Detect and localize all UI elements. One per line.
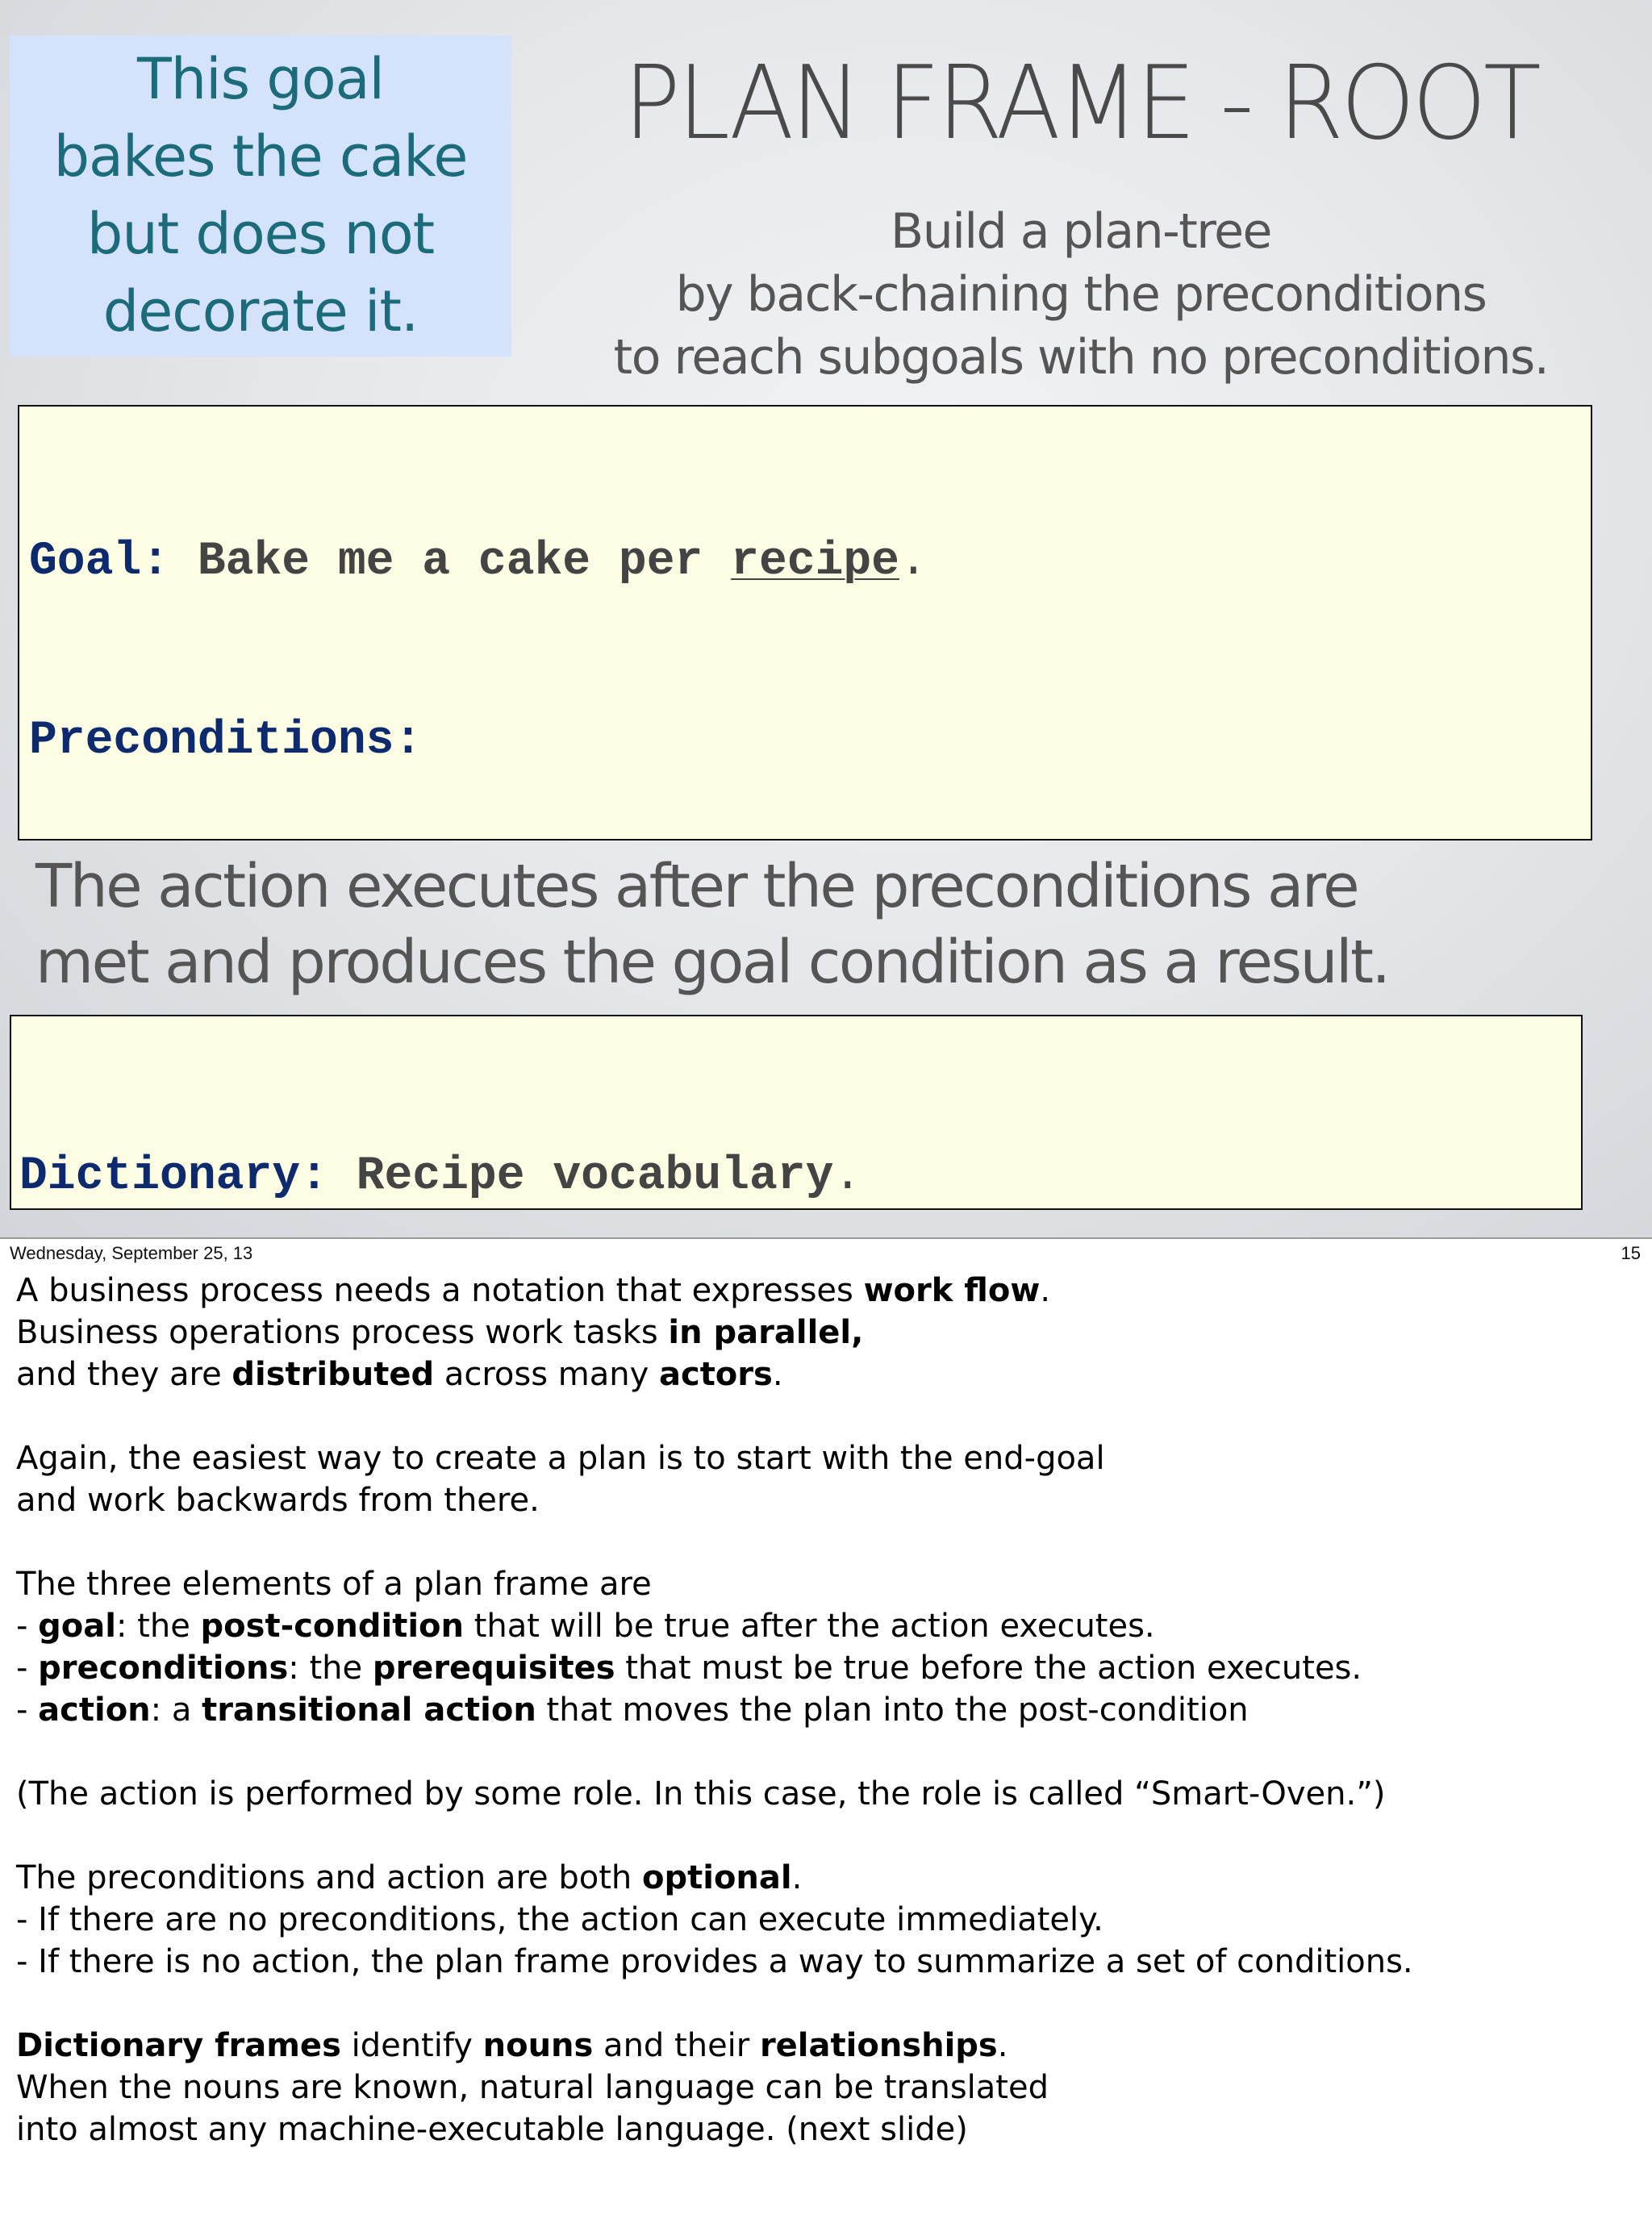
notes-bold: prerequisites <box>372 1650 615 1687</box>
dictionary-title: Recipe vocabulary <box>327 1150 834 1203</box>
notes-text: : the <box>288 1650 373 1687</box>
notes-bold: goal <box>38 1608 116 1645</box>
notes-line <box>16 1605 1629 1647</box>
notes-line: The three elements of a plan frame are <box>16 1566 652 1603</box>
callout-line: This goal <box>137 46 384 112</box>
notes-bold: optional <box>642 1859 792 1896</box>
notes-text: : a <box>150 1692 202 1729</box>
notes-line <box>16 1354 1629 1395</box>
notes-text: across many <box>434 1356 659 1393</box>
notes-line <box>16 1857 1629 1899</box>
notes-line: (The action is performed by some role. In this case, the role is called “Smart-Oven.”) <box>16 1775 1386 1813</box>
notes-text: . <box>772 1356 783 1393</box>
notes-text: A business process needs a notation that expresses <box>16 1272 864 1309</box>
callout-line: decorate it. <box>102 278 419 344</box>
notes-text: and their <box>593 2027 760 2064</box>
notes-blank <box>16 1731 1629 1773</box>
explanation-line: The action executes after the preconditions are <box>35 852 1358 921</box>
notes-text: that moves the plan into the post-condition <box>536 1692 1249 1729</box>
notes-line <box>16 1270 1629 1312</box>
slide-subtitle <box>565 200 1597 389</box>
notes-text: . <box>791 1859 803 1896</box>
notes-text: - <box>16 1608 39 1645</box>
callout-note-box <box>10 35 511 357</box>
goal-text: Bake me a cake per <box>169 536 732 588</box>
notes-line <box>16 1647 1629 1689</box>
notes-bold: relationships <box>759 2027 998 2064</box>
preconditions-label: Preconditions: <box>29 715 423 767</box>
notes-line <box>16 1312 1629 1354</box>
explanation-line: met and produces the goal condition as a result. <box>35 928 1389 997</box>
page-number: 15 <box>1621 1243 1641 1263</box>
recipe-link: recipe <box>731 536 899 588</box>
notes-line: When the nouns are known, natural language can be translated <box>16 2069 1049 2106</box>
notes-line: into almost any machine-executable language. (next slide) <box>16 2111 968 2148</box>
notes-line: and work backwards from there. <box>16 1482 540 1519</box>
notes-text: : the <box>115 1608 201 1645</box>
subtitle-line: by back-chaining the preconditions <box>675 266 1487 323</box>
notes-bold: nouns <box>482 2027 594 2064</box>
goal-label: Goal: <box>29 536 170 588</box>
callout-line: but does not <box>86 201 435 267</box>
notes-bold: in parallel, <box>668 1314 864 1351</box>
preconditions-line <box>29 711 1591 771</box>
notes-text: . <box>1040 1272 1051 1309</box>
notes-blank <box>16 1815 1629 1857</box>
notes-text: and they are <box>16 1356 232 1393</box>
notes-text: - <box>16 1650 39 1687</box>
notes-bold: Dictionary frames <box>16 2027 341 2064</box>
notes-text: identify <box>340 2027 483 2064</box>
notes-blank <box>16 1395 1629 1437</box>
footer-date: Wednesday, September 25, 13 <box>10 1243 253 1263</box>
notes-text: that will be true after the action executes. <box>464 1608 1155 1645</box>
notes-bold: distributed <box>232 1356 435 1393</box>
notes-text: - <box>16 1692 39 1729</box>
dictionary-title-end: . <box>833 1150 862 1203</box>
slide-explanation <box>35 849 1568 1000</box>
notes-bold: actors <box>658 1356 773 1393</box>
notes-bold: preconditions <box>38 1650 289 1687</box>
dictionary-frame <box>10 1015 1583 1210</box>
subtitle-line: Build a plan-tree <box>891 203 1271 260</box>
callout-line: bakes the cake <box>53 123 468 190</box>
notes-blank <box>16 1983 1629 2025</box>
notes-line: Again, the easiest way to create a plan is to start with the end-goal <box>16 1440 1105 1477</box>
dictionary-label: Dictionary: <box>19 1150 328 1203</box>
notes-blank <box>16 1521 1629 1563</box>
goal-line <box>29 532 1591 592</box>
slide-title: PLAN FRAME - ROOT <box>623 44 1539 162</box>
notes-text: . <box>997 2027 1008 2064</box>
notes-text: that must be true before the action executes. <box>615 1650 1362 1687</box>
notes-line <box>16 2025 1629 2067</box>
notes-bold: action <box>38 1692 151 1729</box>
notes-text: Business operations process work tasks <box>16 1314 669 1351</box>
goal-end: . <box>899 536 928 588</box>
notes-text: The preconditions and action are both <box>16 1859 642 1896</box>
notes-bold: work flow <box>863 1272 1041 1309</box>
goal-frame <box>18 405 1592 841</box>
notes-bold: transitional action <box>202 1692 536 1729</box>
notes-line: - If there is no action, the plan frame provides a way to summarize a set of conditions. <box>16 1943 1413 1980</box>
notes-line: - If there are no preconditions, the action can execute immediately. <box>16 1901 1103 1938</box>
notes-bold: post-condition <box>200 1608 464 1645</box>
dictionary-title-line <box>19 1147 1581 1207</box>
notes-line <box>16 1689 1629 1731</box>
speaker-notes <box>16 1270 1629 2150</box>
subtitle-line: to reach subgoals with no preconditions. <box>613 329 1549 386</box>
